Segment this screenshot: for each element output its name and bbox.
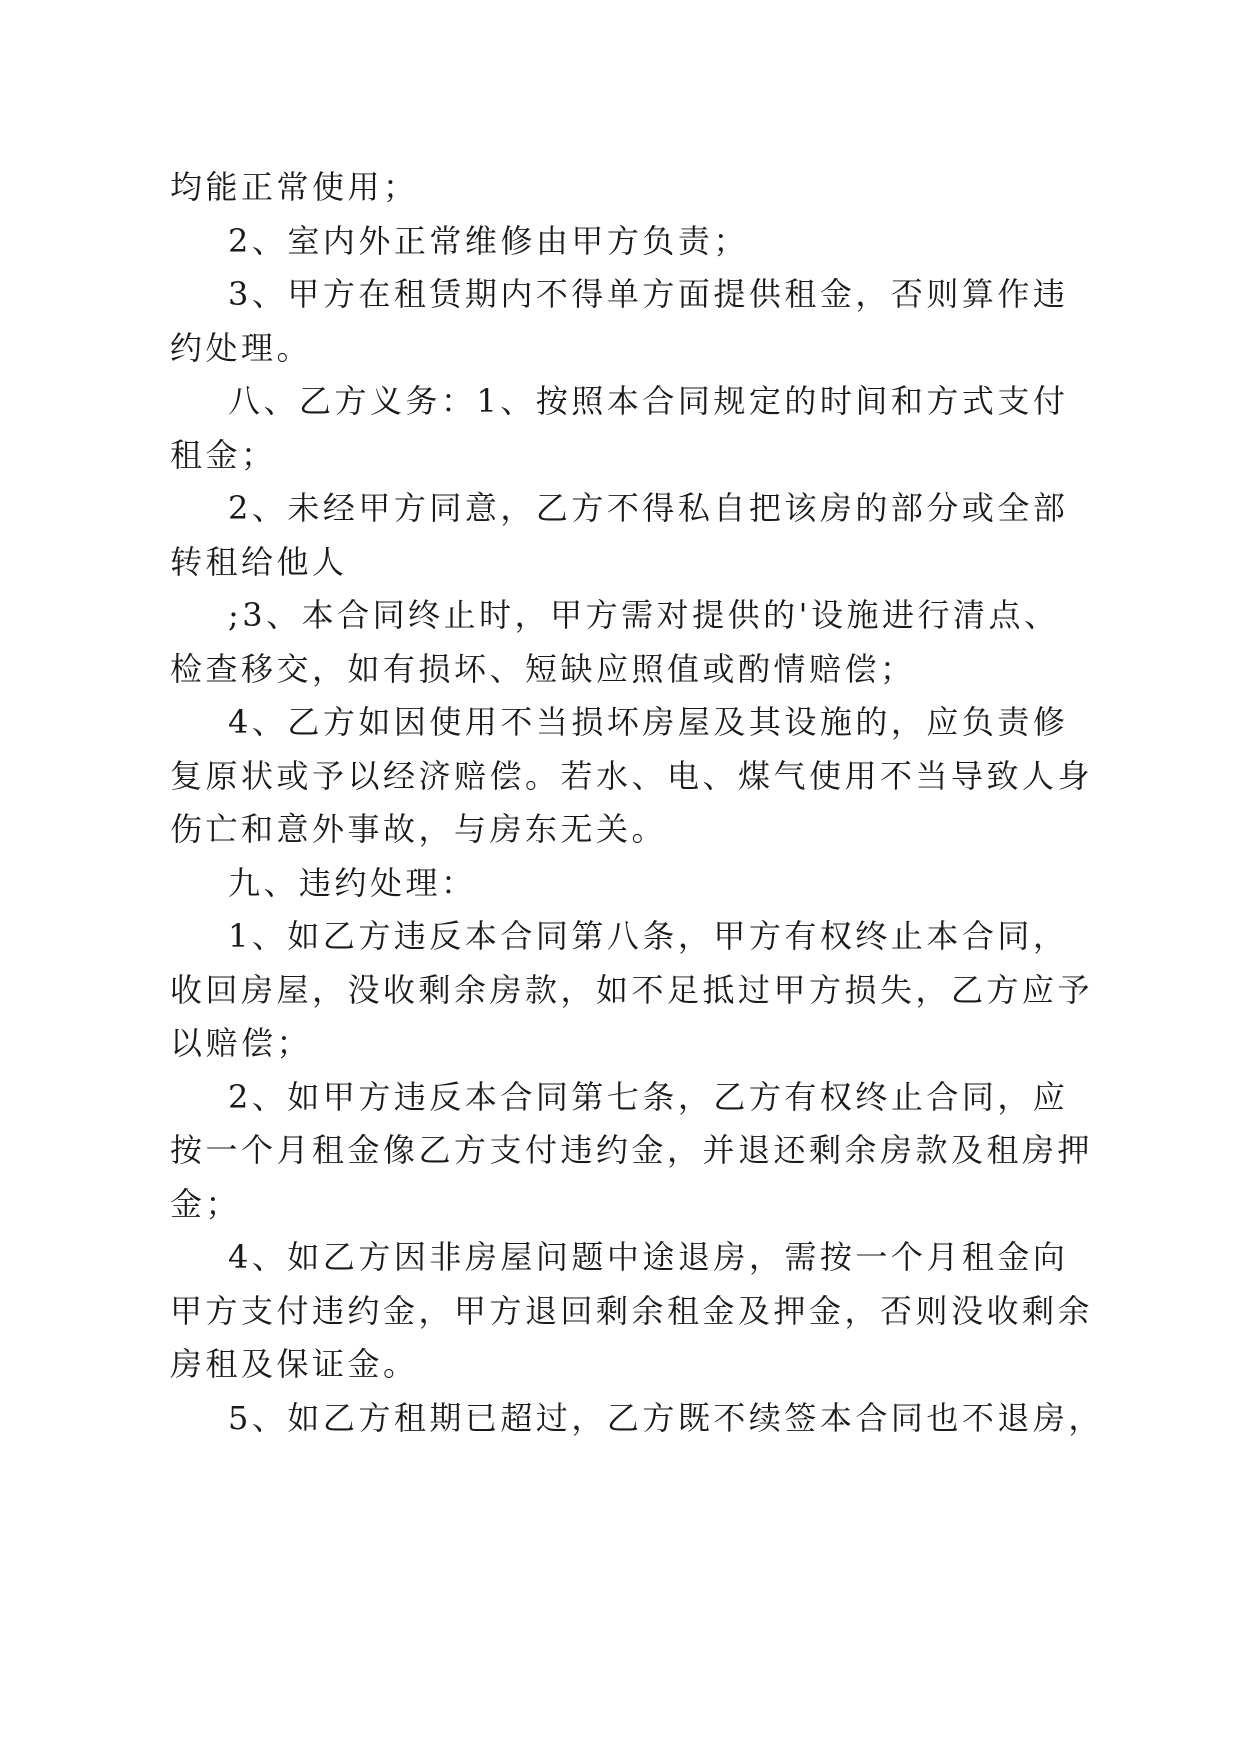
- text-line: 伤亡和意外事故，与房东无关。: [170, 810, 668, 848]
- text-line: 1、如乙方违反本合同第八条，甲方有权终止本合同，: [228, 917, 1069, 955]
- text-line: 以赔偿；: [170, 1024, 313, 1062]
- text-line: 3、甲方在租赁期内不得单方面提供租金，否则算作违: [228, 275, 1069, 313]
- text-line: 均能正常使用；: [170, 168, 419, 206]
- text-line: 5、如乙方租期已超过，乙方既不续签本合同也不退房，: [228, 1399, 1104, 1437]
- text-line: 房租及保证金。: [170, 1345, 419, 1383]
- text-line: 4、如乙方因非房屋问题中途退房，需按一个月租金向: [228, 1238, 1069, 1276]
- text-line: 收回房屋，没收剩余房款，如不足抵过甲方损失，乙方应予: [170, 971, 1094, 1009]
- text-line: 检查移交，如有损坏、短缺应照值或酌情赔偿；: [170, 650, 916, 688]
- text-line: 甲方支付违约金，甲方退回剩余租金及押金，否则没收剩余: [170, 1292, 1094, 1330]
- text-line: 4、乙方如因使用不当损坏房屋及其设施的，应负责修: [228, 703, 1069, 741]
- text-line: 租金；: [170, 436, 277, 474]
- text-line: 按一个月租金像乙方支付违约金，并退还剩余房款及租房押: [170, 1131, 1094, 1169]
- text-line: 2、如甲方违反本合同第七条，乙方有权终止合同，应: [228, 1078, 1069, 1116]
- text-line: ;3、本合同终止时，甲方需对提供的'设施进行清点、: [228, 596, 1060, 634]
- text-line: 2、室内外正常维修由甲方负责；: [228, 222, 749, 260]
- text-line: 约处理。: [170, 329, 313, 367]
- text-line: 转租给他人: [170, 543, 348, 581]
- text-line: 八、乙方义务：1、按照本合同规定的时间和方式支付: [228, 382, 1069, 420]
- text-line: 2、未经甲方同意，乙方不得私自把该房的部分或全部: [228, 489, 1069, 527]
- text-line: 九、违约处理：: [228, 864, 477, 902]
- text-line: 金；: [170, 1185, 242, 1223]
- text-line: 复原状或予以经济赔偿。若水、电、煤气使用不当导致人身: [170, 757, 1094, 795]
